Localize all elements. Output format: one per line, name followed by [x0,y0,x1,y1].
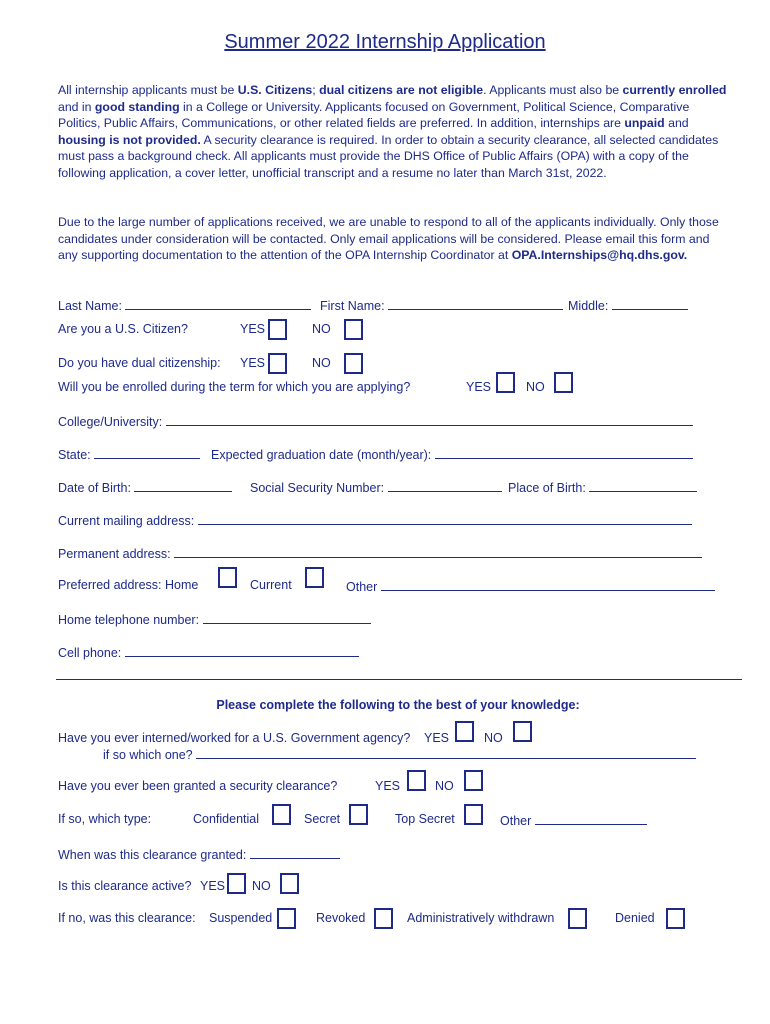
clearance-other-field [500,812,647,828]
permanent-address-field [58,545,702,561]
clearance-label: Have you ever been granted a security clearance? [58,779,338,793]
clearance-no-label: NO [435,779,454,793]
pob-input[interactable] [589,479,697,492]
grad-date-label: Expected graduation date (month/year): [211,448,432,462]
grad-date-field [211,446,693,462]
pob-label: Place of Birth: [508,481,586,495]
last-name-input[interactable] [125,297,311,310]
us-citizen-yes-checkbox[interactable] [268,319,287,340]
mailing-address-input[interactable] [198,512,692,525]
denied-checkbox[interactable] [666,908,685,929]
revoked-checkbox[interactable] [374,908,393,929]
which-agency-input[interactable] [196,746,696,759]
intro-bold: U.S. Citizens [237,83,313,97]
state-input[interactable] [94,446,200,459]
middle-name-label: Middle: [568,299,609,313]
section-heading: Please complete the following to the best of your knowledge: [216,698,580,712]
confidential-label: Confidential [193,812,260,826]
intro-text: Due to the large number of applications received, we are unable to respond to all of the applicants individually. Only those candidates under consideration will be contacted. Only email applications will be considered. Please email this form and any supporting documentation to the attention of the OPA Internship Coordinator at [58,215,719,262]
grad-date-input[interactable] [435,446,693,459]
suspended-checkbox[interactable] [277,908,296,929]
permanent-address-label: Permanent address: [58,547,171,561]
mailing-address-field [58,512,692,528]
secret-checkbox[interactable] [349,804,368,825]
college-input[interactable] [166,413,693,426]
intro-bold: dual citizens are not eligible [319,83,484,97]
dual-citizenship-no-checkbox[interactable] [344,353,363,374]
intro-bold: housing is not provided. [58,132,201,147]
clearance-no-checkbox[interactable] [464,770,483,791]
middle-name-input[interactable] [612,297,688,310]
active-yes-checkbox[interactable] [227,873,246,894]
intro-text: All internship applicants must be [58,83,238,97]
last-name-field [58,297,311,313]
active-yes-label: YES [200,879,226,893]
mailing-address-label: Current mailing address: [58,514,195,528]
intro-text: . Applicants must also be [483,83,623,97]
cell-phone-label: Cell phone: [58,646,122,660]
page-title: Summer 2022 Internship Application [224,31,546,53]
middle-name-field [568,297,688,313]
preferred-address-label: Preferred address: Home [58,578,199,592]
preferred-current-checkbox[interactable] [305,567,324,588]
enrolled-no-label: NO [526,380,545,394]
clearance-yes-label: YES [375,779,401,793]
ssn-label: Social Security Number: [250,481,385,495]
us-citizen-label: Are you a U.S. Citizen? [58,322,188,336]
active-no-checkbox[interactable] [280,873,299,894]
dual-citizenship-yes-label: YES [240,356,266,370]
home-phone-label: Home telephone number: [58,613,200,627]
dual-citizenship-yes-checkbox[interactable] [268,353,287,374]
clearance-other-label: Other [500,814,532,828]
cell-phone-input[interactable] [125,644,359,657]
intro-text: ; [312,83,320,97]
top-secret-label: Top Secret [395,812,455,826]
if-no-label: If no, was this clearance: [58,911,196,925]
clearance-other-input[interactable] [535,812,647,825]
which-agency-field [103,746,696,762]
enrolled-yes-checkbox[interactable] [496,372,515,393]
home-phone-field [58,611,371,627]
clearance-type-label: If so, which type: [58,812,152,826]
when-granted-label: When was this clearance granted: [58,848,247,862]
first-name-input[interactable] [388,297,563,310]
intro-bold: currently enrolled [622,83,727,97]
intro-bold: unpaid [624,116,665,130]
us-citizen-no-label: NO [312,322,331,336]
preferred-other-input[interactable] [381,578,715,591]
denied-label: Denied [615,911,655,925]
admin-withdrawn-label: Administratively withdrawn [407,911,555,925]
contact-email: OPA.Internships@hq.dhs.gov. [511,248,688,262]
us-citizen-no-checkbox[interactable] [344,319,363,340]
ssn-field [250,479,502,495]
ssn-input[interactable] [388,479,502,492]
preferred-current-label: Current [250,578,292,592]
dob-field [58,479,232,495]
which-agency-label: if so which one? [103,748,193,762]
permanent-address-input[interactable] [174,545,702,558]
section-divider [56,679,742,680]
secret-label: Secret [304,812,341,826]
intro-text: in a College or University. Applicants focused on Government, Political Science, Comparative Politics, Public Affairs, Communications, or other related fields are preferred. In addition, internships are [58,99,690,130]
college-label: College/University: [58,415,163,429]
intro-bold: good standing [94,99,180,114]
first-name-label: First Name: [320,299,385,313]
enrolled-yes-label: YES [466,380,492,394]
gov-work-no-checkbox[interactable] [513,721,532,742]
active-no-label: NO [252,879,271,893]
gov-work-label: Have you ever interned/worked for a U.S. Government agency? [58,731,411,745]
college-field [58,413,693,429]
intro-paragraph-2 [58,214,728,264]
intro-text: and [664,116,689,130]
us-citizen-yes-label: YES [240,322,266,336]
last-name-label: Last Name: [58,299,122,313]
top-secret-checkbox[interactable] [464,804,483,825]
pob-field [508,479,697,495]
intro-text: A security clearance is required. In order to obtain a security clearance, all selected candidates must pass a background check. All applicants must provide the DHS Office of Public Affairs (OPA) with a copy of the following application, a cover letter, unofficial transcript and a resume no later than March 31st, 2022. [58,132,719,180]
cell-phone-field [58,644,359,660]
when-granted-field [58,846,340,862]
revoked-label: Revoked [316,911,366,925]
first-name-field [320,297,563,313]
preferred-home-checkbox[interactable] [218,567,237,588]
gov-work-yes-checkbox[interactable] [455,721,474,742]
preferred-other-field [346,578,715,594]
home-phone-input[interactable] [203,611,371,624]
confidential-checkbox[interactable] [272,804,291,825]
state-label: State: [58,448,91,462]
gov-work-yes-label: YES [424,731,450,745]
when-granted-input[interactable] [250,846,340,859]
intro-paragraph-1 [58,82,728,181]
dob-input[interactable] [134,479,232,492]
dual-citizenship-no-label: NO [312,356,331,370]
intro-text: and in [58,99,95,114]
state-field [58,446,200,462]
clearance-yes-checkbox[interactable] [407,770,426,791]
enrolled-no-checkbox[interactable] [554,372,573,393]
dob-label: Date of Birth: [58,481,131,495]
clearance-active-label: Is this clearance active? [58,879,192,893]
enrolled-label: Will you be enrolled during the term for which you are applying? [58,380,411,394]
gov-work-no-label: NO [484,731,503,745]
admin-withdrawn-checkbox[interactable] [568,908,587,929]
dual-citizenship-label: Do you have dual citizenship: [58,356,221,370]
preferred-other-label: Other [346,580,378,594]
suspended-label: Suspended [209,911,273,925]
